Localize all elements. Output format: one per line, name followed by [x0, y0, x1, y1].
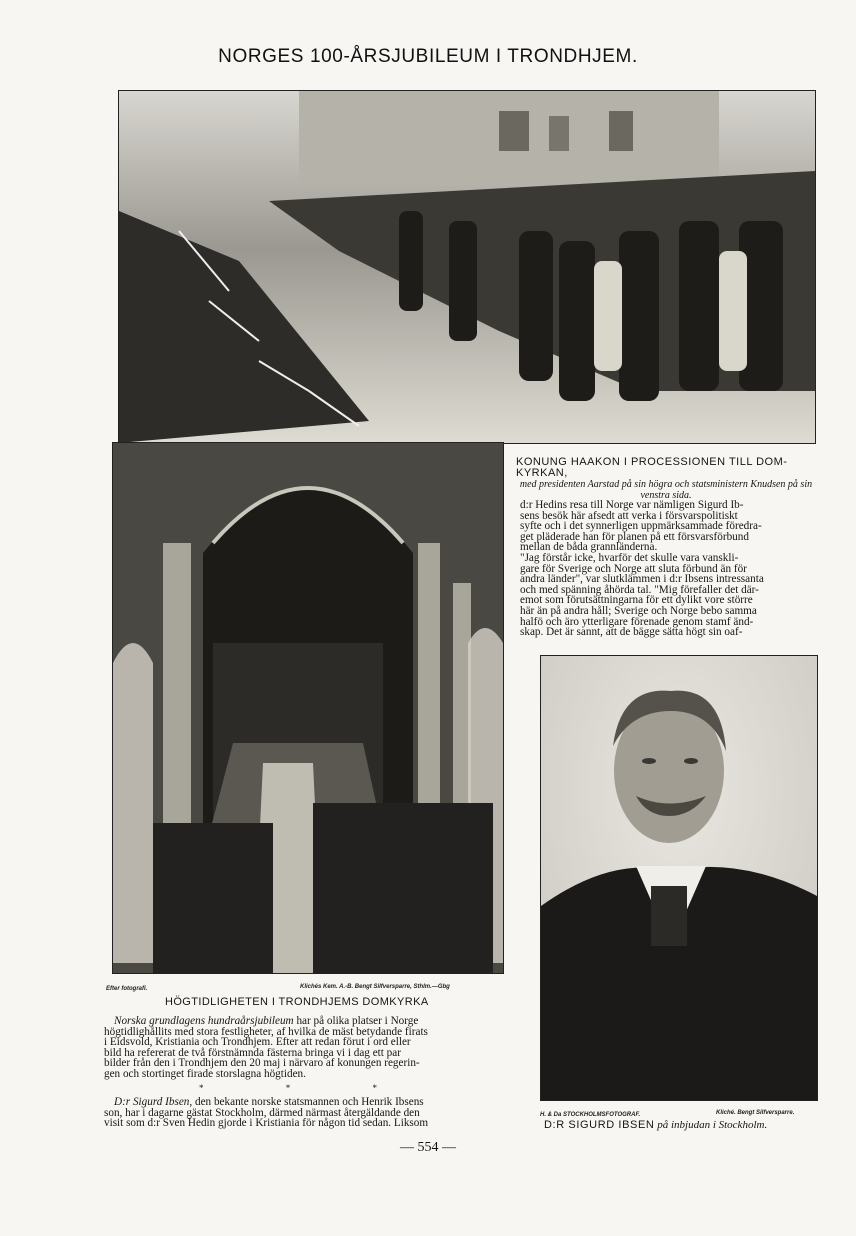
cathedral-credit-right: Klichés Kem. A.-B. Bengt Silfversparre, Sthlm.—Gbg: [300, 984, 450, 990]
text-line: emot som förutsättningarna för ett dylikt vore större: [520, 594, 753, 607]
text-line: skap. Det är sannt, att de bägge sätta högt sin oaf-: [520, 626, 743, 639]
left-column-text: [104, 1016, 512, 1129]
right-column-text: [520, 500, 820, 638]
text-line: d:r Hedins resa till Norge var nämligen Sigurd Ib-: [520, 499, 744, 511]
procession-photo: [118, 90, 816, 444]
section-stars: * * *: [199, 1082, 417, 1093]
text-line: halfö och äro ytterligare förenade genom stamf änd-: [520, 615, 754, 628]
procession-caption-italic: med presidenten Aarstad på sin högra och statsministern Knudsen på sin venstra sida.: [519, 479, 813, 501]
portrait-photo: [540, 655, 818, 1101]
text-line: och med spänning åhörda tal. "Mig förefaller det där-: [520, 583, 759, 596]
text-line: gen och stortinget firade storslagna högtiden.: [104, 1067, 306, 1080]
text-line: bilder från den i Trondhjem den 20 maj i närvaro af konungen regerin-: [104, 1057, 420, 1070]
cathedral-credit-left: Efter fotografi.: [106, 986, 148, 992]
portrait-credit-right: Kliché. Bengt Silfversparre.: [716, 1110, 795, 1116]
portrait-caption-name: D:R SIGURD IBSEN: [544, 1119, 655, 1131]
portrait-caption: [544, 1119, 767, 1131]
text-line: här än på andra håll; Sverige och Norge bebo samma: [520, 604, 757, 617]
page-number: — 554 —: [400, 1140, 456, 1155]
text-line: Norska grundlagens hundraårsjubileum har på olika platser i Norge: [114, 1015, 419, 1027]
text-line: D:r Sigurd Ibsen, den bekante norske statsmannen och Henrik Ibsens: [114, 1096, 424, 1109]
text-line: syfte och i det synnerligen uppmärksammade föredra-: [520, 520, 762, 533]
text-line: mellan de båda grannländerna.: [520, 541, 658, 554]
page-title: NORGES 100-ÅRSJUBILEUM I TRONDHJEM.: [218, 46, 638, 67]
text-line: son, har i dagarne gästat Stockholm, därmed närmast återgäldande den: [104, 1106, 420, 1119]
text-line: högtidlighållits med stora festligheter, af hvilka de mäst betydande firats: [104, 1025, 428, 1038]
cathedral-photo: [112, 442, 504, 974]
text-line: i Eidsvold, Kristiania och Trondhjem. Efter att redan förut i ord eller: [104, 1036, 411, 1049]
text-line: get pläderade han för planen på ett försvarsförbund: [520, 530, 749, 543]
text-line: gare för Sverige och Norge att sluta förbund än för: [520, 562, 747, 575]
text-line: sens besök här afsedt att verka i försvarspolitiskt: [520, 509, 738, 522]
text-line: andra länder", var slutklämmen i d:r Ibsens intressanta: [520, 573, 764, 586]
portrait-credit-left: H. & Da STOCKHOLMSFOTOGRAF.: [540, 1112, 641, 1118]
text-line: bild ha refererat de två förstnämnda fästerna bringa vi i dag ett par: [104, 1046, 401, 1059]
cathedral-caption: HÖGTIDLIGHETEN I TRONDHJEMS DOMKYRKA: [165, 996, 429, 1008]
text-line: "Jag förstår icke, hvarför det skulle vara vanskli-: [520, 551, 739, 564]
text-line: visit som d:r Sven Hedin gjorde i Kristiania för någon tid sedan. Liksom: [104, 1117, 429, 1130]
procession-caption-heading: KONUNG HAAKON I PROCESSIONEN TILL DOM-KYRKAN,: [516, 456, 788, 479]
portrait-caption-italic: på inbjudan i Stockholm.: [657, 1119, 768, 1131]
